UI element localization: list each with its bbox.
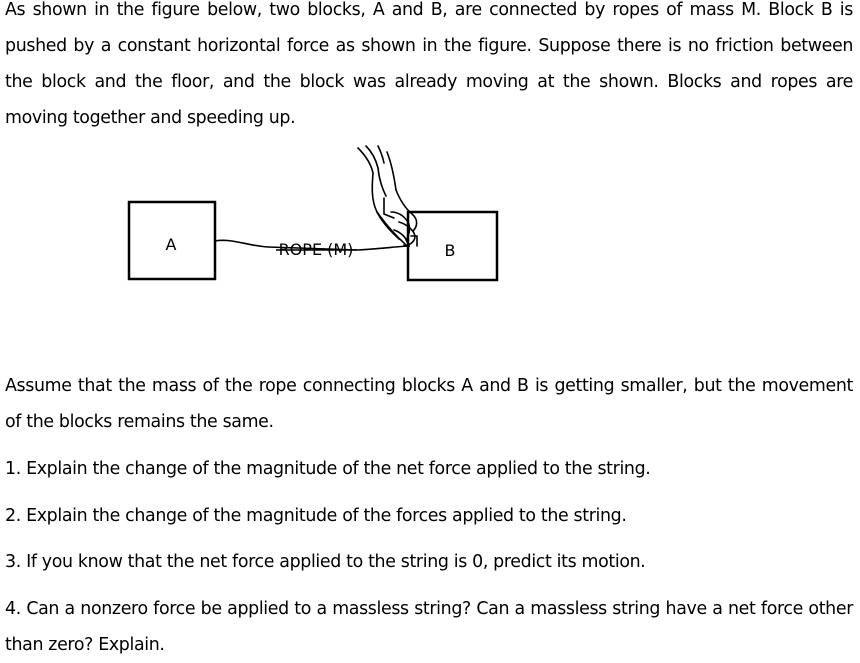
block-a-label: A <box>165 235 177 254</box>
question-2: 2. Explain the change of the magnitude of the forces applied to the string. <box>5 506 627 526</box>
question-4: 4. Can a nonzero force be applied to a massless string? Can a massless string have a net force other than zero? Explain. <box>5 599 853 655</box>
question-1: 1. Explain the change of the magnitude of the net force applied to the string. <box>5 459 651 479</box>
block-b-label: B <box>444 241 456 260</box>
assumption-paragraph: Assume that the mass of the rope connecting blocks A and B is getting smaller, but the movement of the blocks remains the same. <box>5 376 853 432</box>
rope-label: ROPE (M) <box>278 240 354 259</box>
physics-figure <box>0 140 860 300</box>
question-3: 3. If you know that the net force applied to the string is 0, predict its motion. <box>5 552 646 572</box>
intro-paragraph: As shown in the figure below, two blocks, A and B, are connected by ropes of mass M. Block B is pushed by a constant horizontal force as shown in the figure. Suppose there is no friction between the block and the floor, and the block was already moving at the shown. Blocks and ropes are moving together and speeding up. <box>5 0 853 128</box>
